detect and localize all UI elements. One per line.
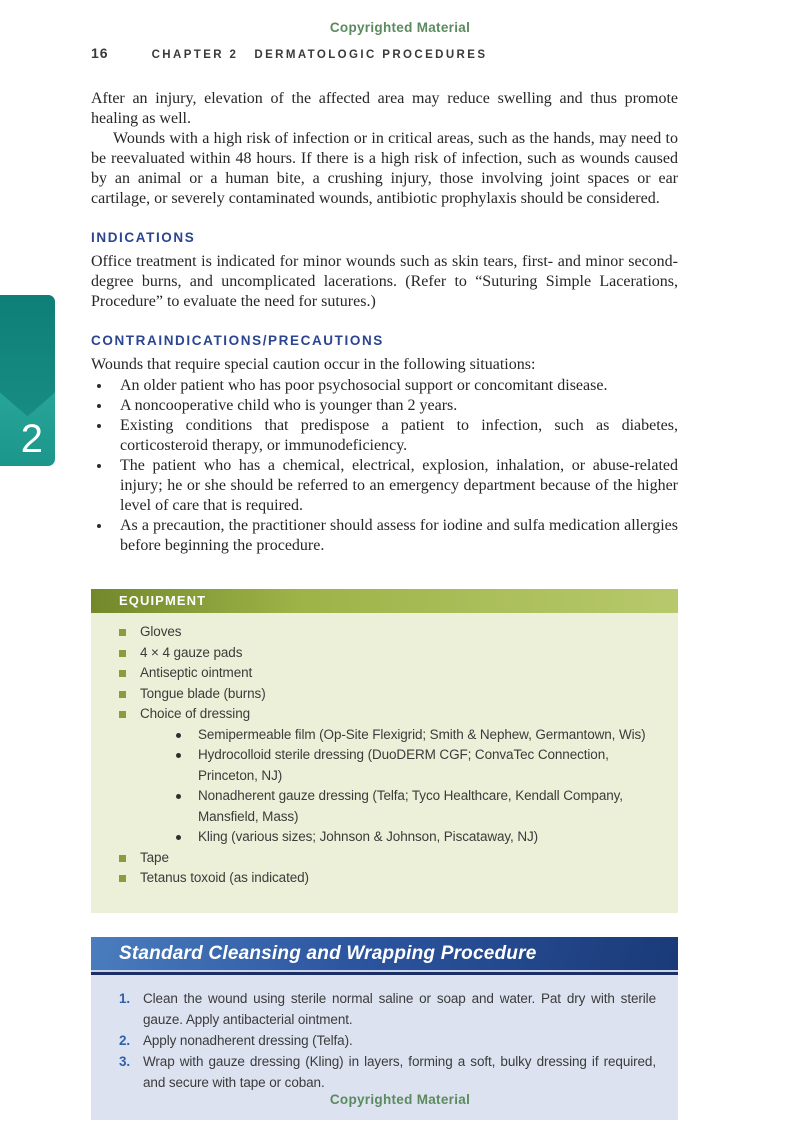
list-item: An older patient who has poor psychosocial support or concomitant disease.: [91, 376, 678, 396]
equipment-item: 4 × 4 gauze pads: [91, 643, 658, 664]
page-number: 16: [91, 45, 109, 61]
equipment-heading: EQUIPMENT: [91, 589, 678, 613]
indications-heading: INDICATIONS: [91, 230, 196, 245]
square-bullet-icon: [91, 848, 140, 869]
bullet-icon: [91, 376, 120, 396]
running-header: [91, 45, 800, 61]
indications-paragraph: Office treatment is indicated for minor wounds such as skin tears, first- and minor second-degree burns, and uncomplicated lacerations. (Refer to “Suturing Simple Lacerations, Procedure” to evaluate the need for sutures.): [91, 253, 678, 310]
contraindications-intro: Wounds that require special caution occur in the following situations:: [91, 356, 536, 373]
contraindications-list: [91, 376, 678, 556]
bullet-icon: [91, 516, 120, 556]
square-bullet-icon: [91, 622, 140, 643]
copyright-notice-bottom: Copyrighted Material: [329, 1092, 471, 1107]
intro-paragraph-2: Wounds with a high risk of infection or in critical areas, such as the hands, may need to be reevaluated within 48 hours. If there is a high risk of infection, such as wounds caused by an animal or a human bite, a crushing injury, those involving joint spaces or ear cartilage, or severely contaminated wounds, antibiotic prophylaxis should be considered.: [91, 130, 678, 207]
chapter-label: CHAPTER 2: [151, 49, 239, 61]
procedure-step: 2. Apply nonadherent dressing (Telfa).: [91, 1030, 656, 1051]
list-item: The patient who has a chemical, electrical, explosion, inhalation, or abuse-related injury; he or she should be referred to an emergency department because of the higher level of care that is required.: [91, 456, 678, 516]
page-content: [91, 89, 678, 1120]
procedure-step: 3. Wrap with gauze dressing (Kling) in layers, forming a soft, bulky dressing if required, and secure with tape or coban.: [91, 1051, 656, 1093]
intro-paragraph-1: After an injury, elevation of the affected area may reduce swelling and thus promote healing as well.: [91, 90, 678, 127]
equipment-item: Tape: [91, 848, 658, 869]
equipment-list: [91, 613, 678, 913]
bullet-icon: [91, 456, 120, 516]
bullet-icon: [91, 416, 120, 456]
contraindications-heading: CONTRAINDICATIONS/PRECAUTIONS: [91, 333, 384, 348]
square-bullet-icon: [91, 868, 140, 889]
equipment-box: [91, 589, 678, 913]
dressing-option: Semipermeable film (Op-Site Flexigrid; Smith & Nephew, Germantown, Wis): [168, 725, 658, 746]
round-bullet-icon: [168, 827, 198, 848]
round-bullet-icon: [168, 745, 198, 786]
round-bullet-icon: [168, 786, 198, 827]
equipment-item: Gloves: [91, 622, 658, 643]
square-bullet-icon: [91, 663, 140, 684]
step-number: 2.: [119, 1032, 131, 1048]
equipment-item: Tongue blade (burns): [91, 684, 658, 705]
step-number: 1.: [119, 990, 131, 1006]
chapter-tab-number: 2: [20, 417, 43, 461]
chapter-tab: [0, 295, 55, 466]
bullet-icon: [91, 396, 120, 416]
square-bullet-icon: [91, 684, 140, 705]
equipment-item: Antiseptic ointment: [91, 663, 658, 684]
dressing-option: Kling (various sizes; Johnson & Johnson, Piscataway, NJ): [168, 827, 658, 848]
list-item: A noncooperative child who is younger than 2 years.: [91, 396, 678, 416]
step-number: 3.: [119, 1053, 131, 1069]
dressing-option: Hydrocolloid sterile dressing (DuoDERM CGF; ConvaTec Connection, Princeton, NJ): [168, 745, 658, 786]
procedure-step: 1. Clean the wound using sterile normal saline or soap and water. Pat dry with sterile gauze. Apply antibacterial ointment.: [91, 988, 656, 1030]
equipment-item: Choice of dressing: [91, 704, 658, 725]
equipment-item: Tetanus toxoid (as indicated): [91, 868, 658, 889]
list-item: Existing conditions that predispose a patient to infection, such as diabetes, corticosteroid therapy, or immunodeficiency.: [91, 416, 678, 456]
round-bullet-icon: [168, 725, 198, 746]
list-item: As a precaution, the practitioner should assess for iodine and sulfa medication allergies before beginning the procedure.: [91, 516, 678, 556]
chapter-title: DERMATOLOGIC PROCEDURES: [254, 49, 488, 61]
square-bullet-icon: [91, 704, 140, 725]
dressing-option: Nonadherent gauze dressing (Telfa; Tyco Healthcare, Kendall Company, Mansfield, Mass): [168, 786, 658, 827]
square-bullet-icon: [91, 643, 140, 664]
copyright-notice-top: Copyrighted Material: [329, 20, 471, 35]
procedure-heading: Standard Cleansing and Wrapping Procedure: [91, 937, 678, 970]
